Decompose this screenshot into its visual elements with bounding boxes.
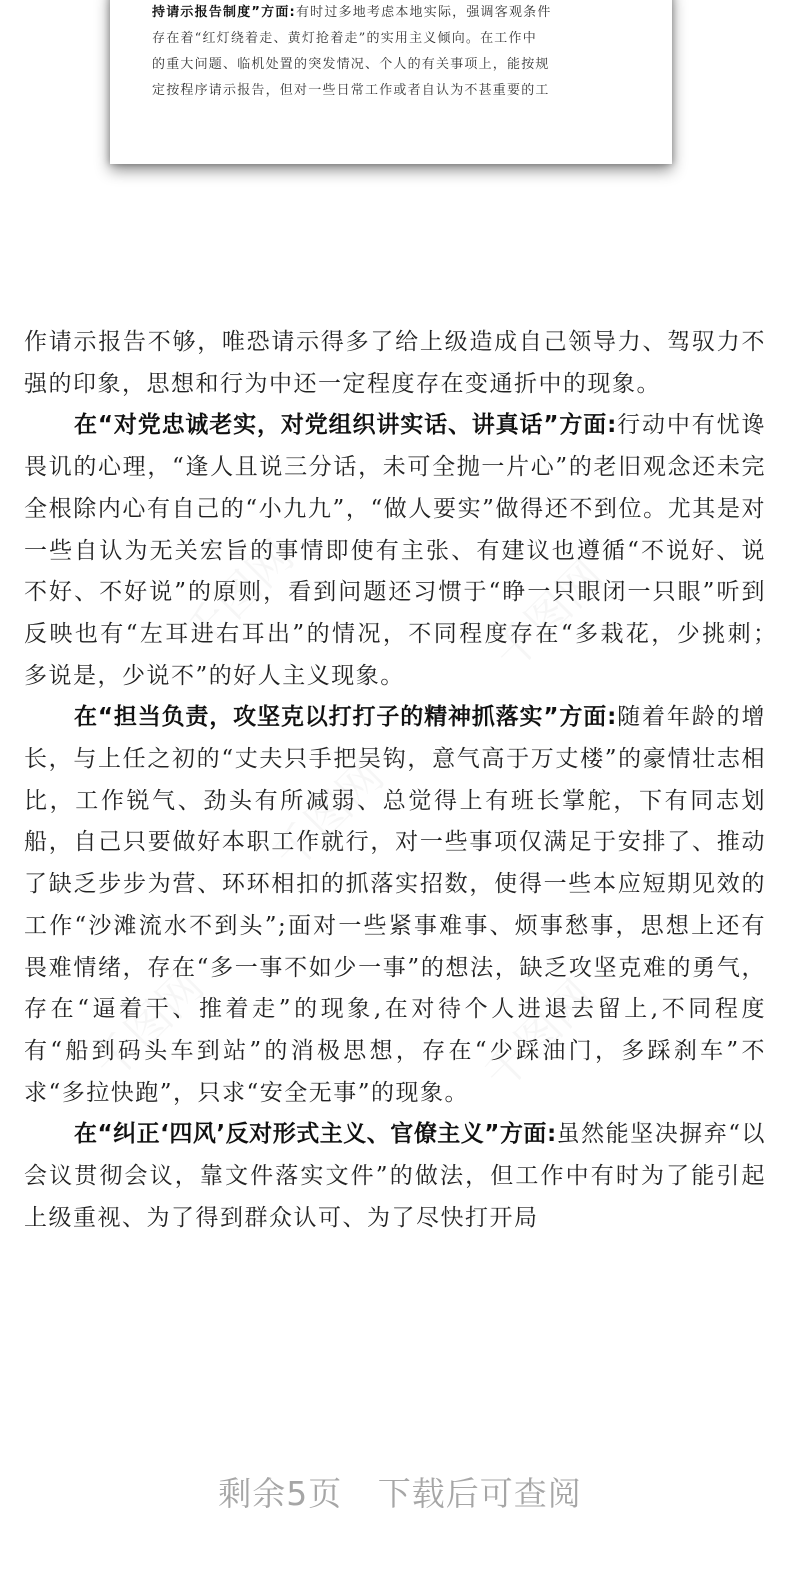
section-heading: 在“纠正‘四风’反对形式主义、官僚主义”方面: <box>74 1121 557 1148</box>
preview-text: 有时过多地考虑本地实际，强调客观条件 <box>295 5 552 20</box>
body-paragraph <box>24 697 766 1114</box>
document-preview-card <box>110 0 672 164</box>
body-paragraph: 作请示报告不够，唯恐请示得多了给上级造成自己领导力、驾驭力不强的印象，思想和行为中还一定程度存在变通折中的现象。 <box>24 329 766 397</box>
preview-line: 存在着“红灯绕着走、黄灯抢着走”的实用主义倾向。在工作中 <box>152 31 537 46</box>
section-text: 随着年龄的增长，与上任之初的“丈夫只手把吴钩，意气高于万丈楼”的豪情壮志相比，工作锐气、劲头有所减弱、总觉得上有班长掌舵，下有同志划船，自己只要做好本职工作就行，对一些事项仅满足于安排了、推动了缺乏步步为营、环环相扣的抓落实招数，使得一些本应短期见效的工作“沙滩流水不到头”;面对一些紧事难事、烦事愁事，思想上还有畏难情绪，存在“多一事不如少一事”的想法，缺乏攻坚克难的勇气，存在“逼着干、推着走”的现象,在对待个人进退去留上,不同程度有“船到码头车到站”的消极思想，存在“少踩油门，多踩刹车”不求“多拉快跑”，只求“安全无事”的现象。 <box>24 704 766 1106</box>
preview-line: 定按程序请示报告，但对一些日常工作或者自认为不甚重要的工 <box>152 83 550 98</box>
download-prompt-link[interactable]: 剩余5页 下载后可查阅 <box>218 1474 582 1513</box>
section-text: 虽然能坚决摒弃“以会议贯彻会议，靠文件落实文件”的做法，但工作中有时为了能引起上级重视、为了得到群众认可、为了尽快打开局 <box>24 1121 766 1231</box>
preview-line <box>152 0 634 26</box>
section-text: 行动中有忧谗畏讥的心理，“逢人且说三分话，未可全抛一片心”的老旧观念还未完全根除内心有自己的“小九九”，“做人要实”做得还不到位。尤其是对一些自认为无关宏旨的事情即使有主张、有建议也遵循“不说好、说不好、不好说”的原则，看到问题还习惯于“睁一只眼闭一只眼”听到反映也有“左耳进右耳出”的情况，不同程度存在“多栽花，少挑刺； 多说是，少说不”的好人主义现象。 <box>24 412 791 689</box>
section-heading: 在“担当负责，攻坚克以打打子的精神抓落实”方面: <box>74 704 617 731</box>
body-paragraph <box>24 405 791 697</box>
preview-line: 的重大问题、临机处置的突发情况、个人的有关事项上，能按规 <box>152 57 550 72</box>
document-body <box>24 322 791 1239</box>
section-heading: 在“对党忠诚老实，对党组织讲实话、讲真话”方面: <box>74 412 617 439</box>
body-paragraph <box>24 1114 766 1239</box>
preview-heading: 持请示报告制度”方面: <box>152 5 296 20</box>
